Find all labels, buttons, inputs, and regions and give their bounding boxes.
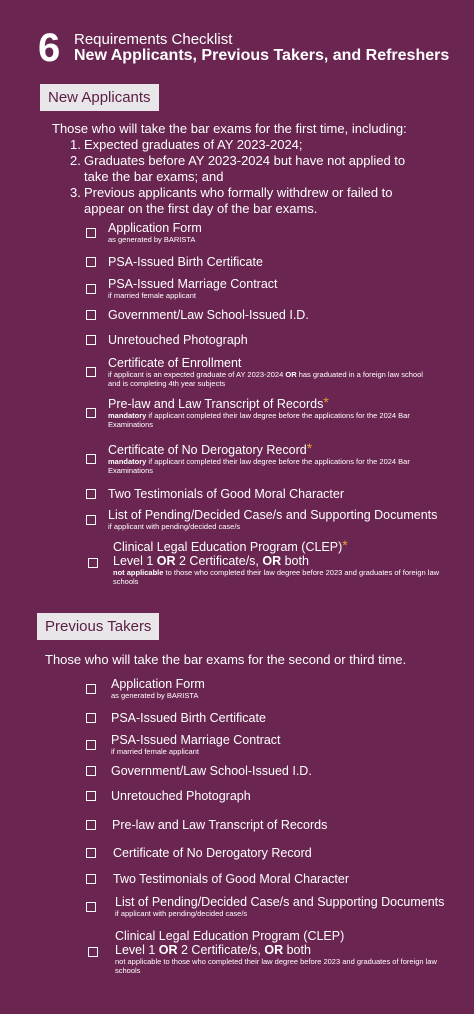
item-note [113,568,450,586]
item-note: if married female applicant [108,291,196,300]
section-label-previous-takers: Previous Takers [37,613,159,640]
list-text: Expected graduates of AY 2023-2024; [84,137,303,152]
list-number: 3. [70,185,81,200]
checklist-item-marriage-contract [86,733,466,756]
checklist-item-clep [88,537,450,586]
item-label: Government/Law School-Issued I.D. [108,308,309,322]
item-label: Certificate of No Derogatory Record [108,443,307,457]
checklist-item-no-derogatory-record [86,846,466,860]
page-subtitle: New Applicants, Previous Takers, and Refreshers [74,47,450,64]
item-note [108,370,436,388]
checklist-item-marriage-contract [86,277,466,300]
checkbox[interactable] [86,408,96,418]
label-part: 2 Certificate/s, [177,943,265,957]
checklist-item-testimonials [86,487,466,501]
item-label: Certificate of No Derogatory Record [113,846,312,860]
checkbox[interactable] [86,713,96,723]
checklist-item-birth-certificate [86,711,466,725]
list-text: Previous applicants who formally withdrew or failed to appear on the first day of the bar exams. [84,185,393,216]
item-label: Clinical Legal Education Program (CLEP) [115,929,345,943]
checklist-item-photograph [86,333,466,347]
item-label: Application Form [108,221,202,235]
note-emphasis: not applicable [113,568,164,577]
list-item [70,137,432,153]
intro-list [70,137,432,217]
checkbox[interactable] [86,848,96,858]
checkbox[interactable] [86,740,96,750]
checkbox[interactable] [88,558,98,568]
note-part: to those who completed their law degree before 2023 and graduates of foreign law schools [113,568,440,586]
note-part: has graduated in a foreign law school and is completing 4th year subjects [108,370,423,388]
checkbox[interactable] [86,515,96,525]
item-note [108,457,426,475]
item-note [108,411,426,429]
page-title: Requirements Checklist [74,31,233,48]
label-part: both [283,943,311,957]
list-item [70,185,432,217]
list-item [70,153,432,185]
item-label: Certificate of Enrollment [108,356,242,370]
item-label: Pre-law and Law Transcript of Records [112,818,328,832]
label-emphasis: OR [158,943,178,957]
asterisk-mark: * [306,440,313,456]
item-label: Pre-law and Law Transcript of Records [108,397,324,411]
item-label: Clinical Legal Education Program (CLEP) [113,540,343,554]
section-number: 6 [38,26,61,70]
item-note: not applicable to those who completed their law degree before 2023 and graduates of foreign law schools [115,957,437,975]
note-part: if applicant is an expected graduate of AY 2023-2024 [108,370,286,379]
checklist-item-pending-cases [86,895,466,918]
item-label: PSA-Issued Marriage Contract [111,733,281,747]
item-label: Unretouched Photograph [111,789,251,803]
note-part: if applicant completed their law degree before the applications for the 2024 Bar Examinations [108,411,410,429]
note-emphasis: OR [285,370,297,379]
checklist-item-photograph [86,789,466,803]
label-part: Level 1 [115,943,159,957]
note-emphasis: mandatory [108,411,147,420]
checkbox[interactable] [86,284,96,294]
item-note: as generated by BARISTA [111,691,199,700]
section-label-new-applicants: New Applicants [40,84,159,111]
checklist-item-transcript [86,394,426,429]
item-label: Two Testimonials of Good Moral Character [108,487,344,501]
item-note: if applicant with pending/decided case/s [115,909,248,918]
item-label: Two Testimonials of Good Moral Character [113,872,349,886]
checkbox[interactable] [86,902,96,912]
item-label: Government/Law School-Issued I.D. [111,764,312,778]
previous-takers-intro: Those who will take the bar exams for the second or third time. [45,652,407,667]
label-emphasis: OR [156,554,176,568]
checklist-item-transcript [86,818,466,832]
item-note: if applicant with pending/decided case/s [108,522,241,531]
checklist-item-application-form [86,221,466,244]
item-note: as generated by BARISTA [108,235,196,244]
checklist-item-clep [88,929,450,975]
checklist-item-no-derogatory-record [86,440,426,475]
item-label-line2 [113,554,450,568]
checkbox[interactable] [86,684,96,694]
list-text: Graduates before AY 2023-2024 but have not applied to take the bar exams; and [84,153,406,184]
checkbox[interactable] [86,874,96,884]
checkbox[interactable] [86,335,96,345]
item-label: PSA-Issued Birth Certificate [108,255,263,269]
item-label: Unretouched Photograph [108,333,248,347]
list-number: 1. [70,137,81,152]
label-part: Level 1 [113,554,157,568]
checkbox[interactable] [86,766,96,776]
checkbox[interactable] [86,489,96,499]
list-number: 2. [70,153,81,168]
label-part: 2 Certificate/s, [175,554,263,568]
item-label: PSA-Issued Birth Certificate [111,711,266,725]
item-label: List of Pending/Decided Case/s and Supporting Documents [108,508,438,522]
checklist-item-certificate-of-enrollment [86,356,436,388]
checkbox[interactable] [86,257,96,267]
new-applicants-intro [52,121,432,217]
label-emphasis: OR [264,943,284,957]
checkbox[interactable] [86,454,96,464]
checkbox[interactable] [86,367,96,377]
note-part: if applicant completed their law degree before the applications for the 2024 Bar Examinations [108,457,410,475]
checklist-item-pending-cases [86,508,466,531]
item-label: List of Pending/Decided Case/s and Supporting Documents [115,895,445,909]
label-part: both [281,554,309,568]
checklist-item-birth-certificate [86,255,466,269]
item-label-line2 [115,943,450,957]
checkbox[interactable] [86,791,96,801]
note-emphasis: mandatory [108,457,147,466]
label-emphasis: OR [262,554,282,568]
checklist-item-id [86,308,466,322]
checkbox[interactable] [86,820,96,830]
asterisk-mark: * [342,537,348,553]
checklist-item-id [86,764,466,778]
intro-text: Those who will take the bar exams for the first time, including: [52,121,407,136]
item-label: Application Form [111,677,205,691]
item-label: PSA-Issued Marriage Contract [108,277,278,291]
checklist-item-application-form [86,677,466,700]
checkbox[interactable] [86,310,96,320]
asterisk-mark: * [323,394,329,410]
checklist-item-testimonials [86,872,466,886]
item-note: if married female applicant [111,747,199,756]
checkbox[interactable] [86,228,96,238]
checkbox[interactable] [88,947,98,957]
